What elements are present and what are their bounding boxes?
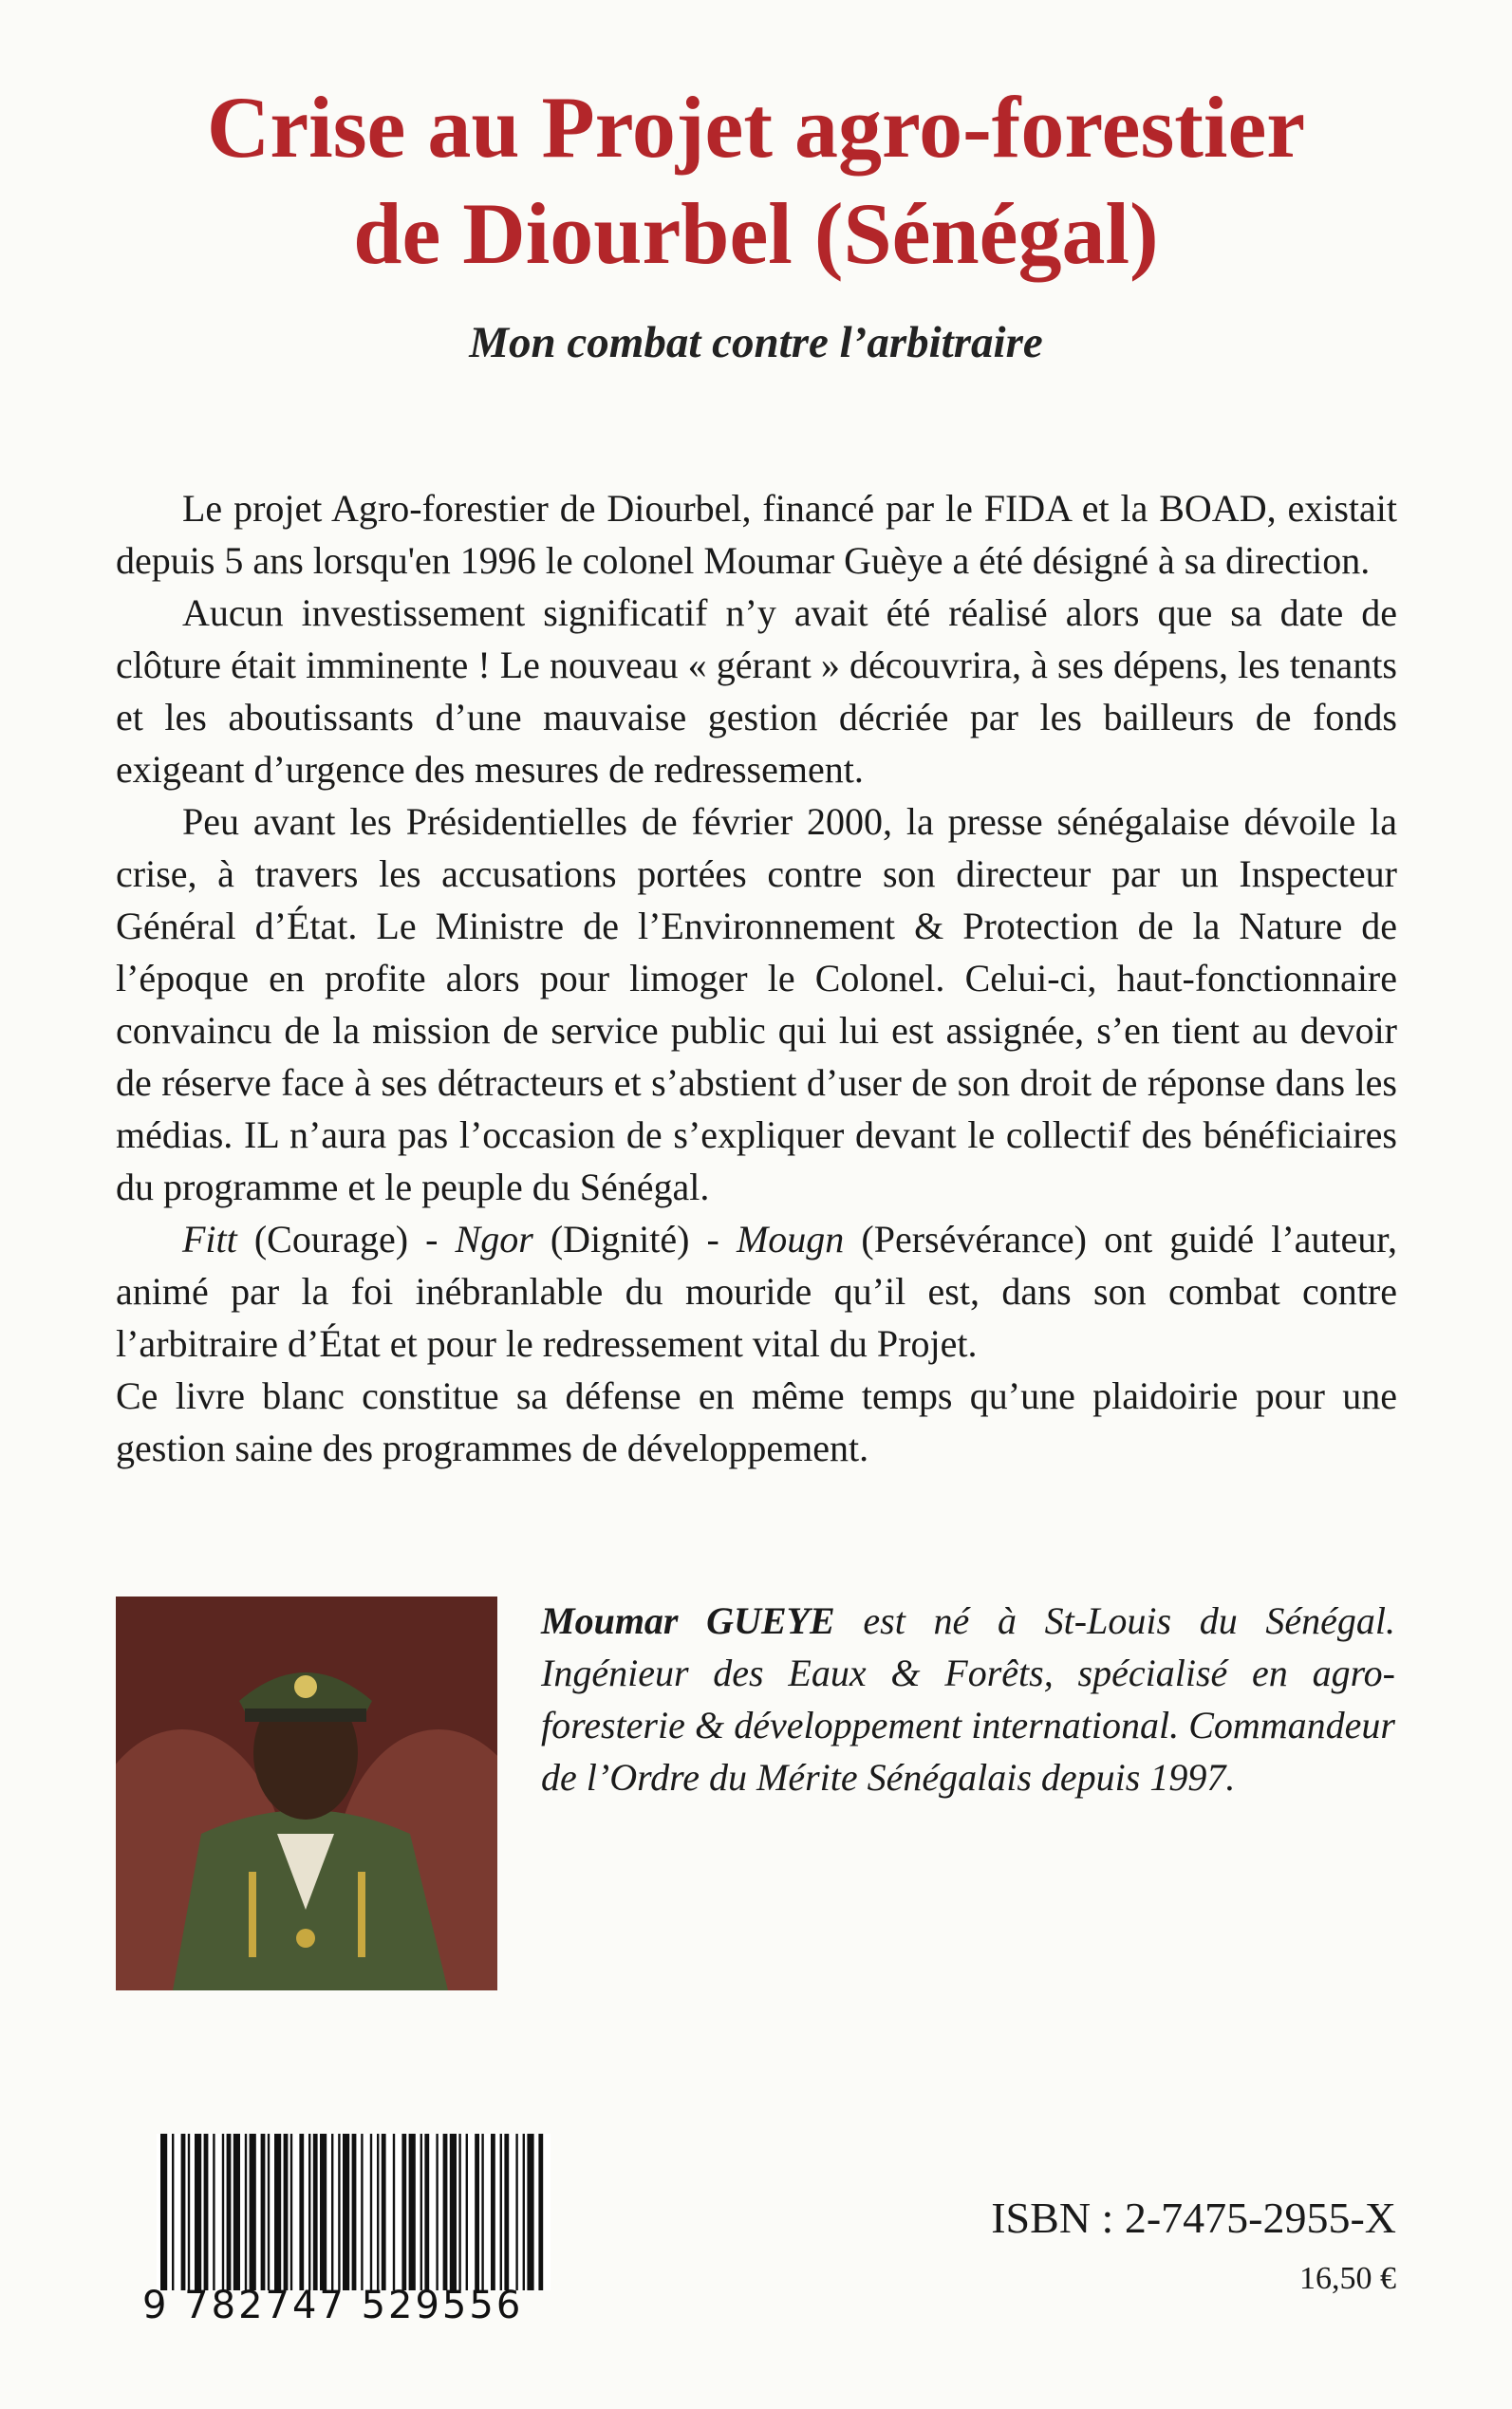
isbn-label: ISBN : 2-7475-2955-X bbox=[991, 2194, 1396, 2242]
barcode-bar bbox=[284, 2134, 289, 2290]
barcode-bar bbox=[458, 2134, 460, 2290]
barcode-bar bbox=[500, 2134, 502, 2290]
barcode-bar bbox=[172, 2134, 174, 2290]
barcode-bar bbox=[160, 2134, 167, 2290]
barcode-bar bbox=[538, 2134, 543, 2290]
barcode-bar bbox=[424, 2134, 429, 2290]
blurb-p4-text1: (Courage) - bbox=[236, 1218, 456, 1261]
barcode-bar bbox=[515, 2134, 517, 2290]
barcode-bar bbox=[274, 2134, 281, 2290]
author-bio-text: est né à St-Louis du Sénégal. Ingénieur des Eaux & Forêts, spécialisé en agro-foresterie & développement international. Commandeur de l’Ordre du Mérite Sénégalais depuis 1997. bbox=[541, 1599, 1396, 1799]
word-ngor: Ngor bbox=[455, 1218, 533, 1261]
author-portrait-icon bbox=[116, 1597, 497, 1990]
barcode-bar bbox=[320, 2134, 327, 2290]
barcode-bar bbox=[475, 2134, 479, 2290]
blurb-text bbox=[116, 482, 1397, 1474]
barcode-bar bbox=[338, 2134, 340, 2290]
barcode-bar bbox=[245, 2134, 247, 2290]
barcode-bar bbox=[481, 2134, 483, 2290]
barcode-bar bbox=[227, 2134, 232, 2290]
barcode-bar bbox=[331, 2134, 333, 2290]
barcode-bar bbox=[299, 2134, 304, 2290]
barcode-bar bbox=[382, 2134, 386, 2290]
barcode-bar bbox=[250, 2134, 256, 2290]
barcode-bar bbox=[401, 2134, 406, 2290]
barcode-bar bbox=[450, 2134, 457, 2290]
barcode-bar bbox=[436, 2134, 438, 2290]
blurb-paragraph-4 bbox=[116, 1213, 1397, 1370]
book-subtitle: Mon combat contre l’arbitraire bbox=[469, 318, 1043, 367]
barcode-bar bbox=[222, 2134, 224, 2290]
barcode-bar bbox=[308, 2134, 310, 2290]
barcode bbox=[157, 2134, 551, 2290]
barcode-bar bbox=[188, 2134, 190, 2290]
author-bio bbox=[541, 1595, 1395, 1803]
barcode-bar bbox=[504, 2134, 509, 2290]
author-photo bbox=[116, 1597, 497, 1990]
book-title-line1: Crise au Projet agro-forestier bbox=[206, 79, 1306, 176]
barcode-bar bbox=[370, 2134, 372, 2290]
barcode-bar bbox=[527, 2134, 533, 2290]
barcode-bars bbox=[157, 2134, 551, 2290]
price-label: 16,50 € bbox=[1299, 2261, 1396, 2296]
barcode-bar bbox=[466, 2134, 468, 2290]
barcode-bar bbox=[261, 2134, 266, 2290]
word-fitt: Fitt bbox=[182, 1218, 237, 1261]
blurb-p4-text3: (Persévérance) ont guidé l’auteur, animé par la foi inébranlable du mouride qu’il est, dans son combat contre l’arbitraire d’État et pour le redressement vital du Projet. bbox=[116, 1218, 1398, 1365]
barcode-bar bbox=[290, 2134, 292, 2290]
barcode-bar bbox=[523, 2134, 525, 2290]
barcode-bar bbox=[313, 2134, 318, 2290]
barcode-bar bbox=[377, 2134, 379, 2290]
barcode-bar bbox=[393, 2134, 395, 2290]
barcode-bar bbox=[195, 2134, 201, 2290]
blurb-p4-text2: (Dignité) - bbox=[532, 1218, 737, 1261]
blurb-paragraph-2: Aucun investissement significatif n’y avait été réalisé alors que sa date de clôture était imminente ! Le nouveau « gérant » découvrira, à ses dépens, les tenants et les aboutissants d’une mauvaise gestion décriée par les bailleurs de fonds exigeant d’urgence des mesures de redressement. bbox=[116, 591, 1397, 791]
barcode-bar bbox=[409, 2134, 416, 2290]
blurb-paragraph-1: Le projet Agro-forestier de Diourbel, financé par le FIDA et la BOAD, existait depuis 5 ans lorsqu'en 1996 le colonel Moumar Guèye a été désigné à sa direction. bbox=[116, 487, 1397, 582]
barcode-bar bbox=[233, 2134, 240, 2290]
barcode-digits: 9 782747 529556 bbox=[142, 2284, 524, 2327]
barcode-bar bbox=[213, 2134, 215, 2290]
barcode-bar bbox=[443, 2134, 448, 2290]
author-name: Moumar GUEYE bbox=[541, 1599, 835, 1642]
barcode-bar bbox=[352, 2134, 357, 2290]
book-title bbox=[0, 74, 1512, 287]
barcode-bar bbox=[204, 2134, 209, 2290]
book-title-line2: de Diourbel (Sénégal) bbox=[353, 185, 1159, 282]
word-mougn: Mougn bbox=[736, 1218, 845, 1261]
barcode-bar bbox=[268, 2134, 270, 2290]
barcode-bar bbox=[181, 2134, 186, 2290]
barcode-bar bbox=[343, 2134, 349, 2290]
blurb-paragraph-3: Peu avant les Présidentielles de février 2000, la presse sénégalaise dévoile la crise, à travers les accusations portées contre son directeur par un Inspecteur Général d’État. Le Ministre de l’Environnement & Protection de la Nature de l’époque en profite alors pour limoger le Colonel. Celui-ci, haut-fonctionnaire convaincu de la mission de service public qui lui est assignée, s’en tient au devoir de réserve face à ses détracteurs et s’abstient d’user de son droit de réponse dans les médias. IL n’aura pas l’occasion de s’expliquer devant le collectif des bénéficiaires du programme et le peuple du Sénégal. bbox=[116, 800, 1397, 1208]
barcode-bar bbox=[420, 2134, 422, 2290]
barcode-bar bbox=[361, 2134, 363, 2290]
blurb-paragraph-5: Ce livre blanc constitue sa défense en même temps qu’une plaidoirie pour une gestion saine des programmes de développement. bbox=[116, 1374, 1397, 1469]
barcode-bar bbox=[491, 2134, 495, 2290]
